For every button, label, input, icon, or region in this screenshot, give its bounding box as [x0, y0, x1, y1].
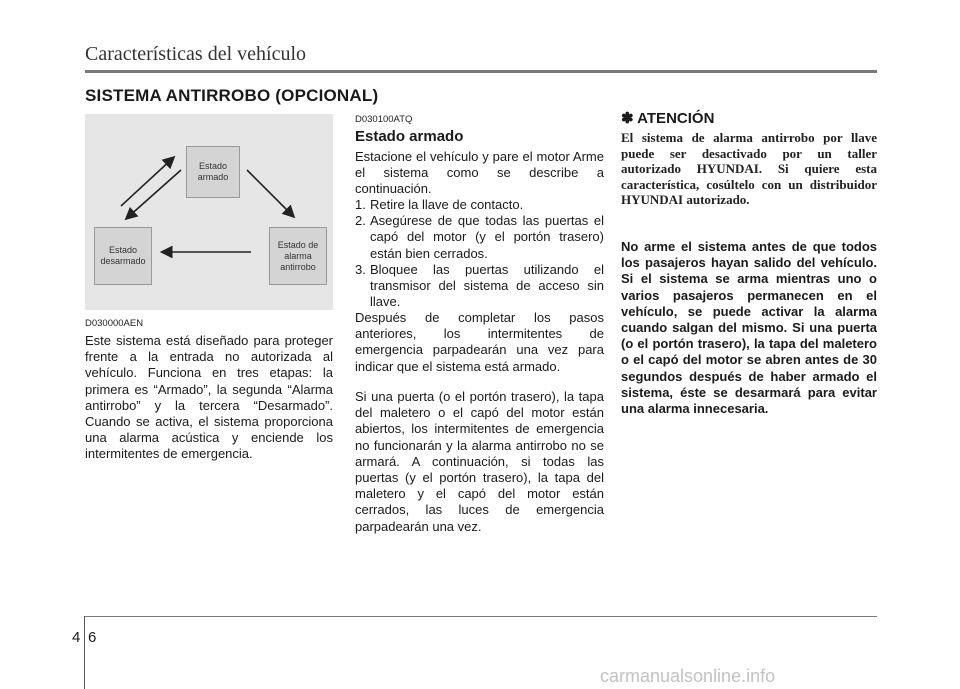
chapter-title: Características del vehículo [85, 43, 307, 65]
list-item [355, 197, 604, 213]
open-door-paragraph: Si una puerta (o el portón trasero), la tapa del maletero o el capó del motor están abiertos, los intermitentes de emergencia no funcionarán y la alarma antirrobo no se armará. A continuación, si todas las puertas (y el portón trasero), la tapa del maletero y el capó del motor están cerrados, las luces de emergencia parpadearán una vez. [355, 389, 604, 534]
footer-divider [84, 616, 85, 689]
alarm-state-diagram [85, 114, 333, 310]
arrow-armed-to-alarm [247, 170, 293, 216]
step-number: 3. [355, 261, 366, 277]
list-item [355, 262, 604, 311]
arming-steps [355, 197, 604, 310]
subsection-title: Estado armado [355, 128, 464, 145]
attention-warning-text: No arme el sistema antes de que todos los pasajeros hayan salido del vehículo. Si el sistema se arma mientras uno o varios pasajeros permanecen en el vehículo, se puede activar la alarma cuando salgan del mismo. Si una puerta (o el portón trasero), la tapa del maletero o el capó del motor se abren antes de 30 segundos después de haber armado el sistema, éste se desarmará para evitar una alarma innecesaria. [621, 239, 877, 417]
step-number: 1. [355, 197, 366, 212]
intro-paragraph: Este sistema está diseñado para proteger frente a la entrada no autorizada al vehículo. Funciona en tres etapas: la primera es “Armado”, la segunda “Alarma antirrobo” y la tercera “Desarmado”. Cuando se activa, el sistema proporciona una alarma acústica y enciende los intermitentes de emergencia. [85, 333, 333, 462]
step-text: Retire la llave de contacto. [370, 197, 524, 212]
armed-intro: Estacione el vehículo y pare el motor Arme el sistema como se describe a continuación. [355, 149, 604, 197]
attention-title: ✽ ATENCIÓN [621, 110, 715, 127]
page-number: 6 [88, 629, 97, 646]
state-alarm-box: Estado de alarma antirrobo [269, 227, 327, 285]
watermark: carmanualsonline.info [600, 666, 776, 686]
attention-serif-text: El sistema de alarma antirrobo por llave puede ser desactivado por un taller autorizado HYUNDAI. Si quiere esta característica, cosúltelo con un distribuidor HYUNDAI autorizado. [621, 130, 877, 207]
list-item [355, 213, 604, 262]
section-code: D030000AEN [85, 318, 144, 329]
state-armed-box: Estado armado [186, 146, 240, 198]
section-title: SISTEMA ANTIRROBO (OPCIONAL) [85, 86, 379, 105]
after-steps-paragraph: Después de completar los pasos anteriores, los intermitentes de emergencia parpadearán una vez para indicar que el sistema está armado. [355, 310, 604, 374]
arrow-disarmed-to-armed [121, 158, 173, 206]
footer-rule [85, 616, 877, 617]
step-number: 2. [355, 213, 366, 229]
header-rule [85, 70, 877, 73]
step-text: Bloquee las puertas utilizando el transmisor del sistema de acceso sin llave. [370, 261, 604, 310]
step-text: Asegúrese de que todas las puertas el capó del motor (y el portón trasero) están bien cerrados. [370, 213, 604, 261]
state-disarmed-box: Estado desarmado [94, 227, 152, 285]
chapter-number: 4 [72, 629, 81, 646]
subsection-code: D030100ATQ [355, 114, 413, 125]
